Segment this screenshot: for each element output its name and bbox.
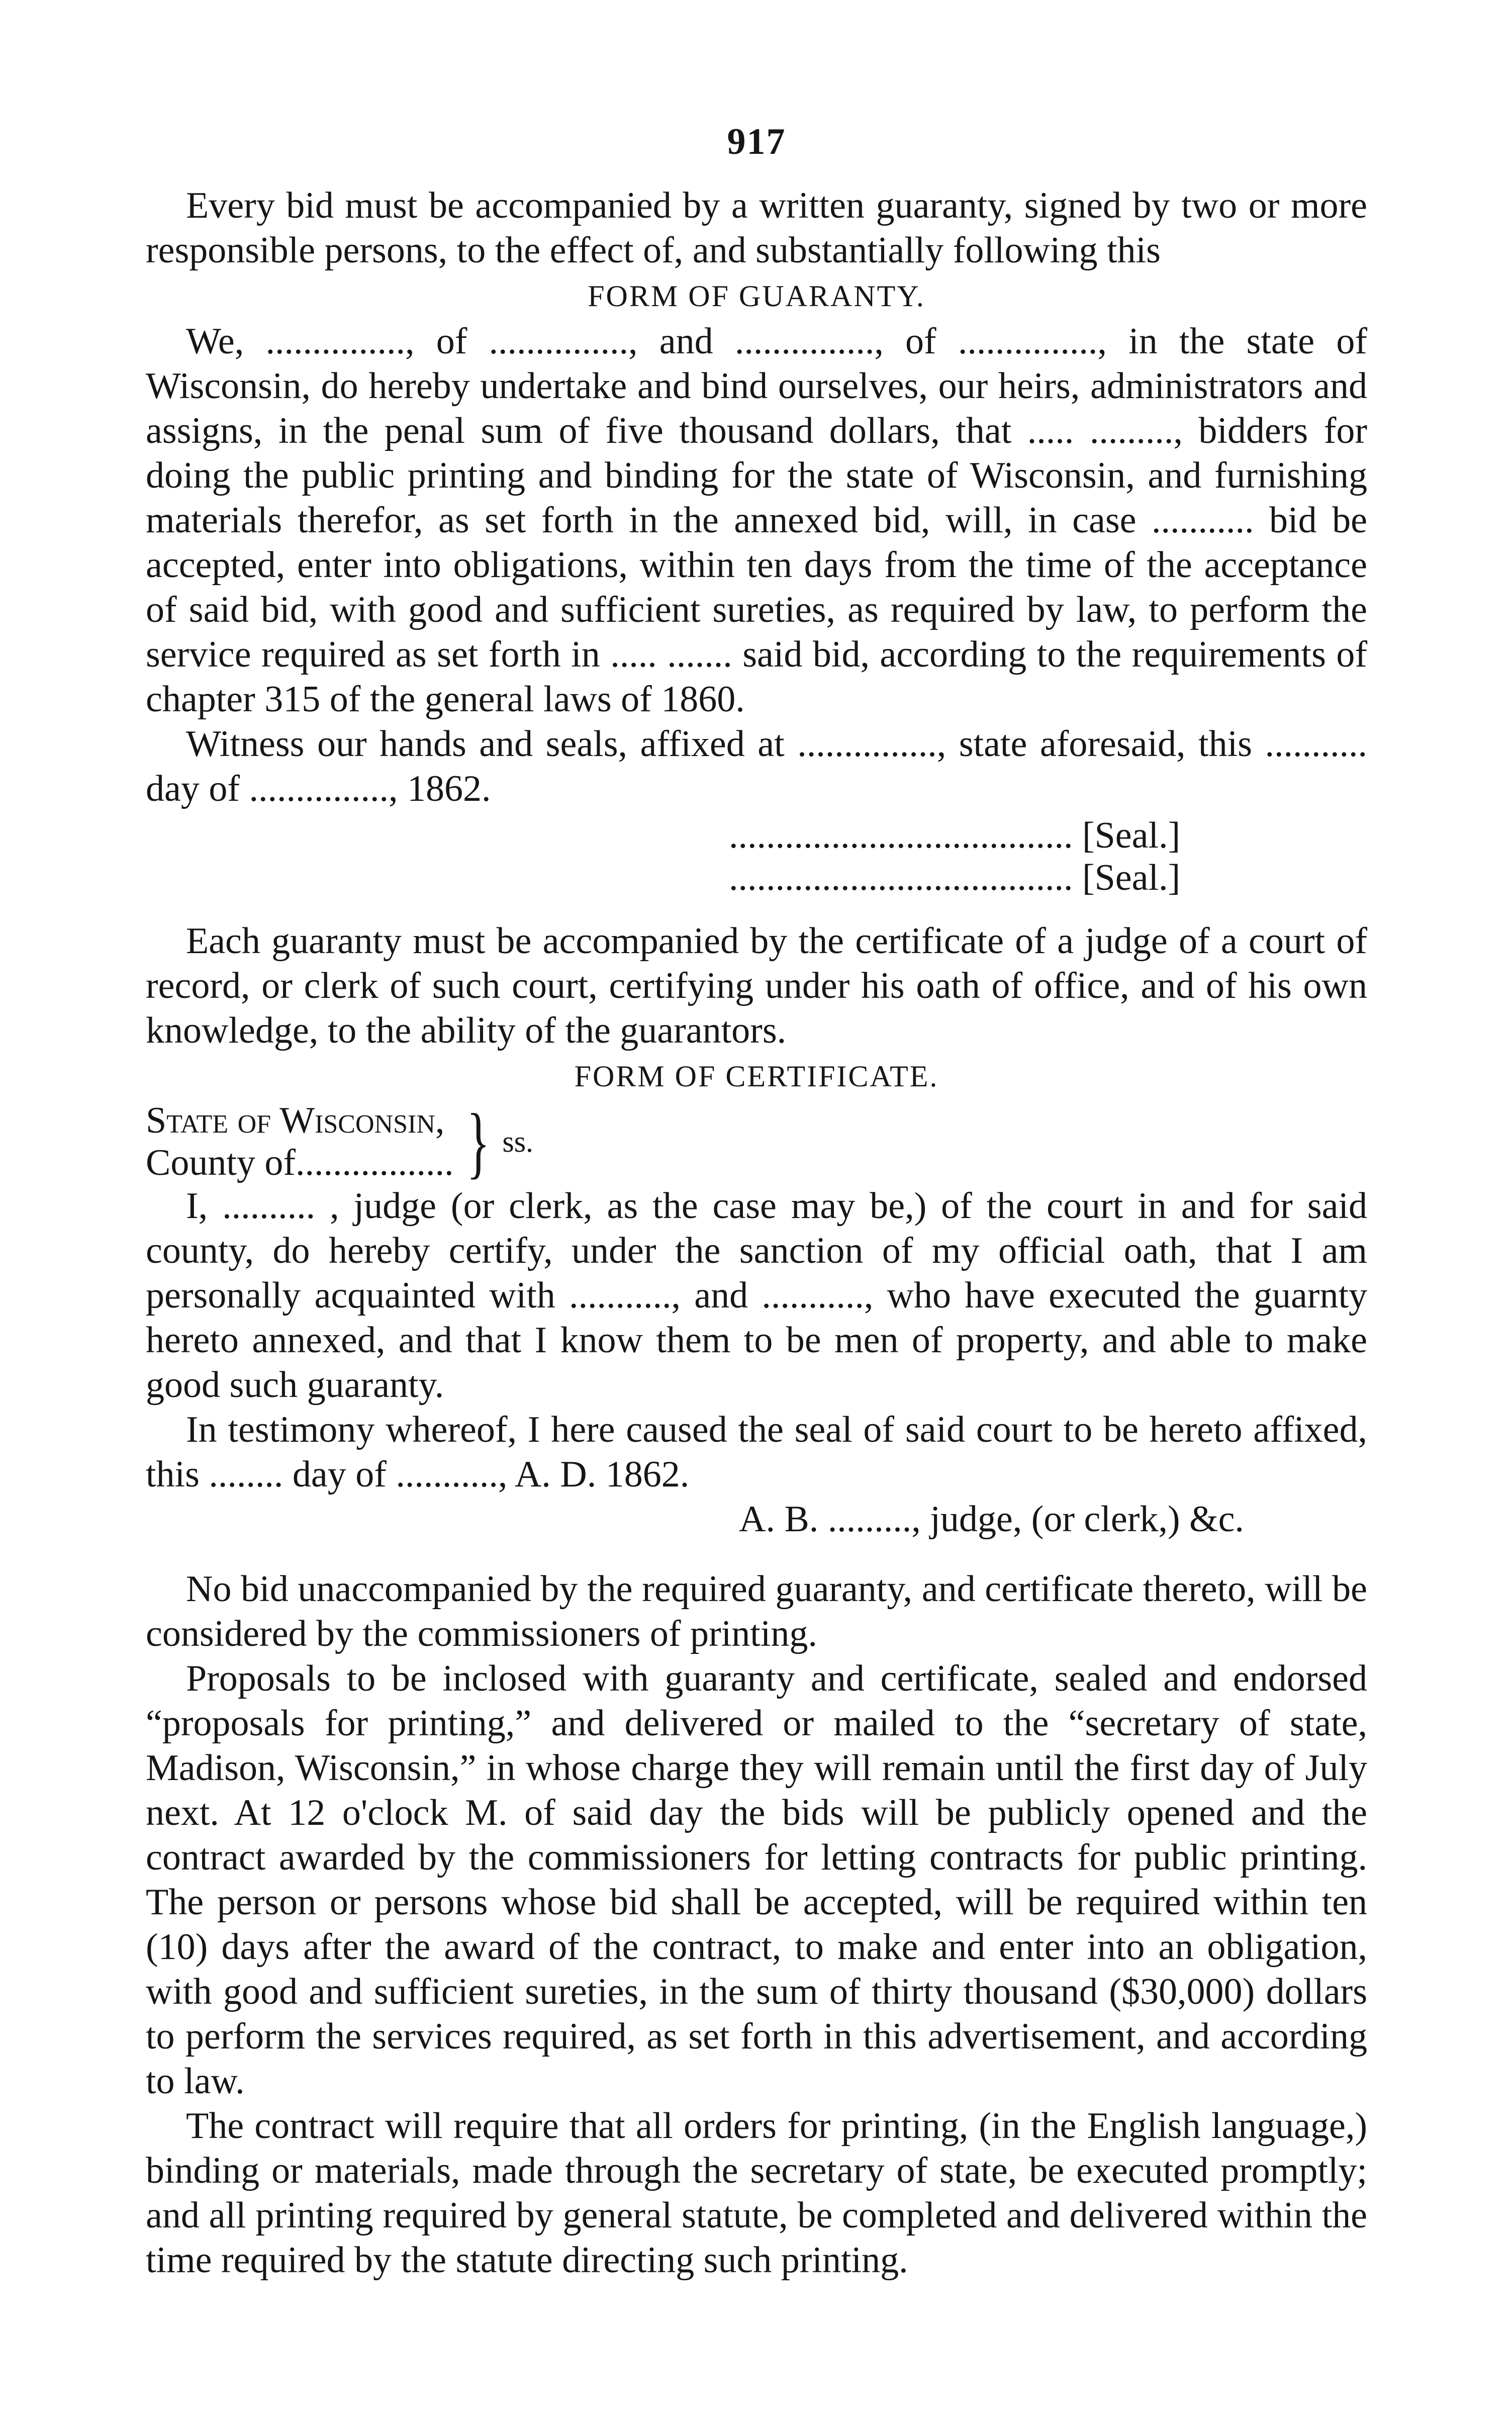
seal-line: ..................................... [Seal.] bbox=[729, 815, 1181, 856]
body-paragraph-no-bid: No bid unaccompanied by the required guaranty, and certificate thereto, will be considered by the commissioners of printing. bbox=[146, 1568, 1367, 1654]
certificate-body: I, .......... , judge (or clerk, as the case may be,) of the court in and for said county, do hereby certify, under the sanction of my official oath, that I am personally acquainted with ..........., and ..........., who have executed the guarnty hereto annexed, and that I know them to be men of property, and able to make good such guaranty. bbox=[146, 1185, 1367, 1406]
body-paragraph-contract: The contract will require that all orders for printing, (in the English language,) binding or materials, made through the secretary of state, be executed promptly; and all printing required by general statute, be completed and delivered within the time required by the statute directing such printing. bbox=[146, 2105, 1367, 2281]
body-paragraph-proposals: Proposals to be inclosed with guaranty and certificate, sealed and endorsed “proposals for printing,” and delivered or mailed to the “secretary of state, Madison, Wisconsin,” in whose charge they will remain until the first day of July next. At 12 o'clock M. of said day the bids will be publicly opened and the contract awarded by the commissioners for letting contracts for public printing. The person or persons whose bid shall be accepted, will be required within ten (10) days after the award of the contract, to make and enter into an obligation, with good and sufficient sureties, in the sum of thirty thousand ($30,000) dollars to perform the services required, as set forth in this advertisement, and according to law. bbox=[146, 1658, 1367, 2102]
page-number: 917 bbox=[727, 121, 786, 162]
guaranty-heading: FORM OF GUARANTY. bbox=[588, 280, 925, 313]
caption-state: State of Wisconsin, bbox=[146, 1100, 445, 1141]
intro-paragraph: Every bid must be accompanied by a written guaranty, signed by two or more responsible persons, to the effect of, and substantially following this bbox=[146, 185, 1367, 271]
certificate-heading: FORM OF CERTIFICATE. bbox=[574, 1060, 939, 1093]
certificate-intro-paragraph: Each guaranty must be accompanied by the certificate of a judge of a court of record, or clerk of such court, certifying under his oath of office, and of his own knowledge, to the ability of the guarantors. bbox=[146, 920, 1367, 1051]
guaranty-body: We, ..............., of ..............., and ..............., of ..............., in the state of Wisconsin, do hereby undertake and bind ourselves, our heirs, administrators and assigns, in the penal sum of five thousand dollars, that ..... ........., bidders for doing the public printing and binding for the state of Wisconsin, and furnishing materials therefor, as set forth in the annexed bid, will, in case ........... bid be accepted, enter into obligations, within ten days from the time of the acceptance of said bid, with good and sufficient sureties, as required by law, to perform the service required as set forth in ..... ....... said bid, according to the requirements of chapter 315 of the general laws of 1860. bbox=[146, 321, 1367, 720]
venue-caption bbox=[146, 1099, 1367, 1184]
guaranty-witness: Witness our hands and seals, affixed at ..............., state aforesaid, this ........... day of ..............., 1862. bbox=[146, 723, 1367, 809]
caption-county: County of................. bbox=[146, 1142, 454, 1183]
document-page bbox=[146, 121, 1367, 2283]
seal-signature-block bbox=[729, 814, 1367, 899]
caption-ss: ss. bbox=[502, 1125, 534, 1158]
certificate-testimony: In testimony whereof, I here caused the seal of said court to be hereto affixed, this ........ day of ..........., A. D. 1862. bbox=[146, 1409, 1367, 1495]
seal-line: ..................................... [Seal.] bbox=[729, 857, 1181, 898]
certificate-signature: A. B. ........., judge, (or clerk,) &c. bbox=[739, 1499, 1244, 1540]
right-brace-icon: } bbox=[466, 1097, 490, 1186]
